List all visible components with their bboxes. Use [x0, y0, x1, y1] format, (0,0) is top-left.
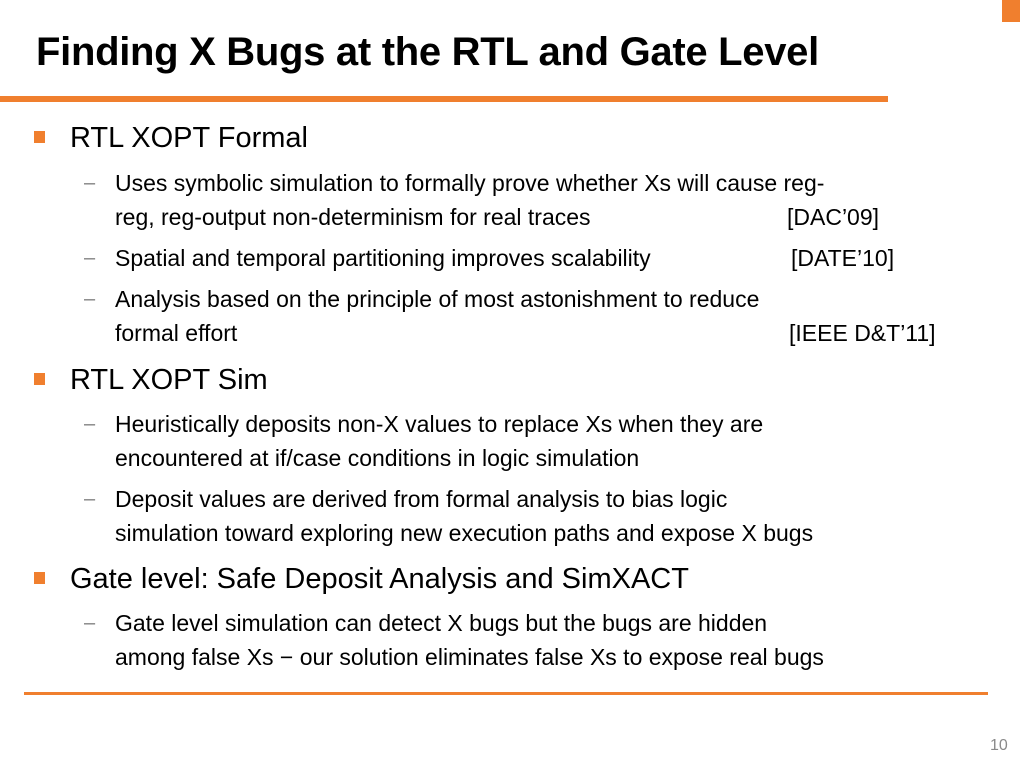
bullet-rtl-xopt-formal — [70, 120, 308, 156]
sub-bullet-heuristic-deposits — [84, 407, 1015, 475]
sub-bullet-line: Gate level simulation can detect X bugs but the bugs are hidden — [115, 610, 768, 636]
bullet-heading: Gate level: Safe Deposit Analysis and SimXACT — [70, 563, 689, 595]
bullet-gate-level — [70, 561, 689, 597]
slide-title: Finding X Bugs at the RTL and Gate Level — [36, 30, 819, 74]
sub-bullet-line: simulation toward exploring new execution paths and expose X bugs — [115, 520, 814, 546]
sub-bullet-line: Analysis based on the principle of most astonishment to reduce — [115, 286, 760, 312]
sub-bullet-line: among false Xs − our solution eliminates false Xs to expose real bugs — [115, 644, 824, 670]
dash-bullet-icon: – — [84, 172, 96, 194]
dash-bullet-icon: – — [84, 488, 96, 510]
dash-bullet-icon: – — [84, 413, 96, 435]
bullet-rtl-xopt-sim — [70, 362, 268, 398]
citation: [DAC’09] — [787, 204, 880, 230]
dash-bullet-icon: – — [84, 247, 96, 269]
square-bullet-icon — [34, 572, 45, 584]
sub-bullet-line: formal effort — [115, 320, 238, 346]
sub-bullet-deposit-values — [84, 482, 1015, 550]
dash-bullet-icon: – — [84, 612, 96, 634]
footer-rule — [24, 692, 988, 695]
bullet-heading: RTL XOPT Formal — [70, 122, 308, 154]
sub-bullet-symbolic-simulation — [84, 166, 1015, 234]
square-bullet-icon — [34, 373, 45, 385]
sub-bullet-most-astonishment — [84, 282, 1015, 350]
sub-bullet-gate-level-simulation — [84, 606, 1015, 674]
sub-bullet-line: Deposit values are derived from formal analysis to bias logic — [115, 486, 728, 512]
sub-bullet-line: Spatial and temporal partitioning improves scalability — [115, 245, 651, 271]
sub-bullet-line: Uses symbolic simulation to formally prove whether Xs will cause reg- — [115, 170, 825, 196]
citation: [DATE’10] — [791, 245, 895, 271]
sub-bullet-line: Heuristically deposits non-X values to replace Xs when they are — [115, 411, 764, 437]
bullet-heading: RTL XOPT Sim — [70, 364, 268, 396]
citation: [IEEE D&T’11] — [789, 320, 936, 346]
sub-bullet-partitioning — [84, 241, 1015, 275]
sub-bullet-line: encountered at if/case conditions in logic simulation — [115, 445, 640, 471]
dash-bullet-icon: – — [84, 288, 96, 310]
page-number: 10 — [990, 737, 1008, 754]
sub-bullet-line: reg, reg-output non-determinism for real traces — [115, 204, 591, 230]
square-bullet-icon — [34, 131, 45, 143]
